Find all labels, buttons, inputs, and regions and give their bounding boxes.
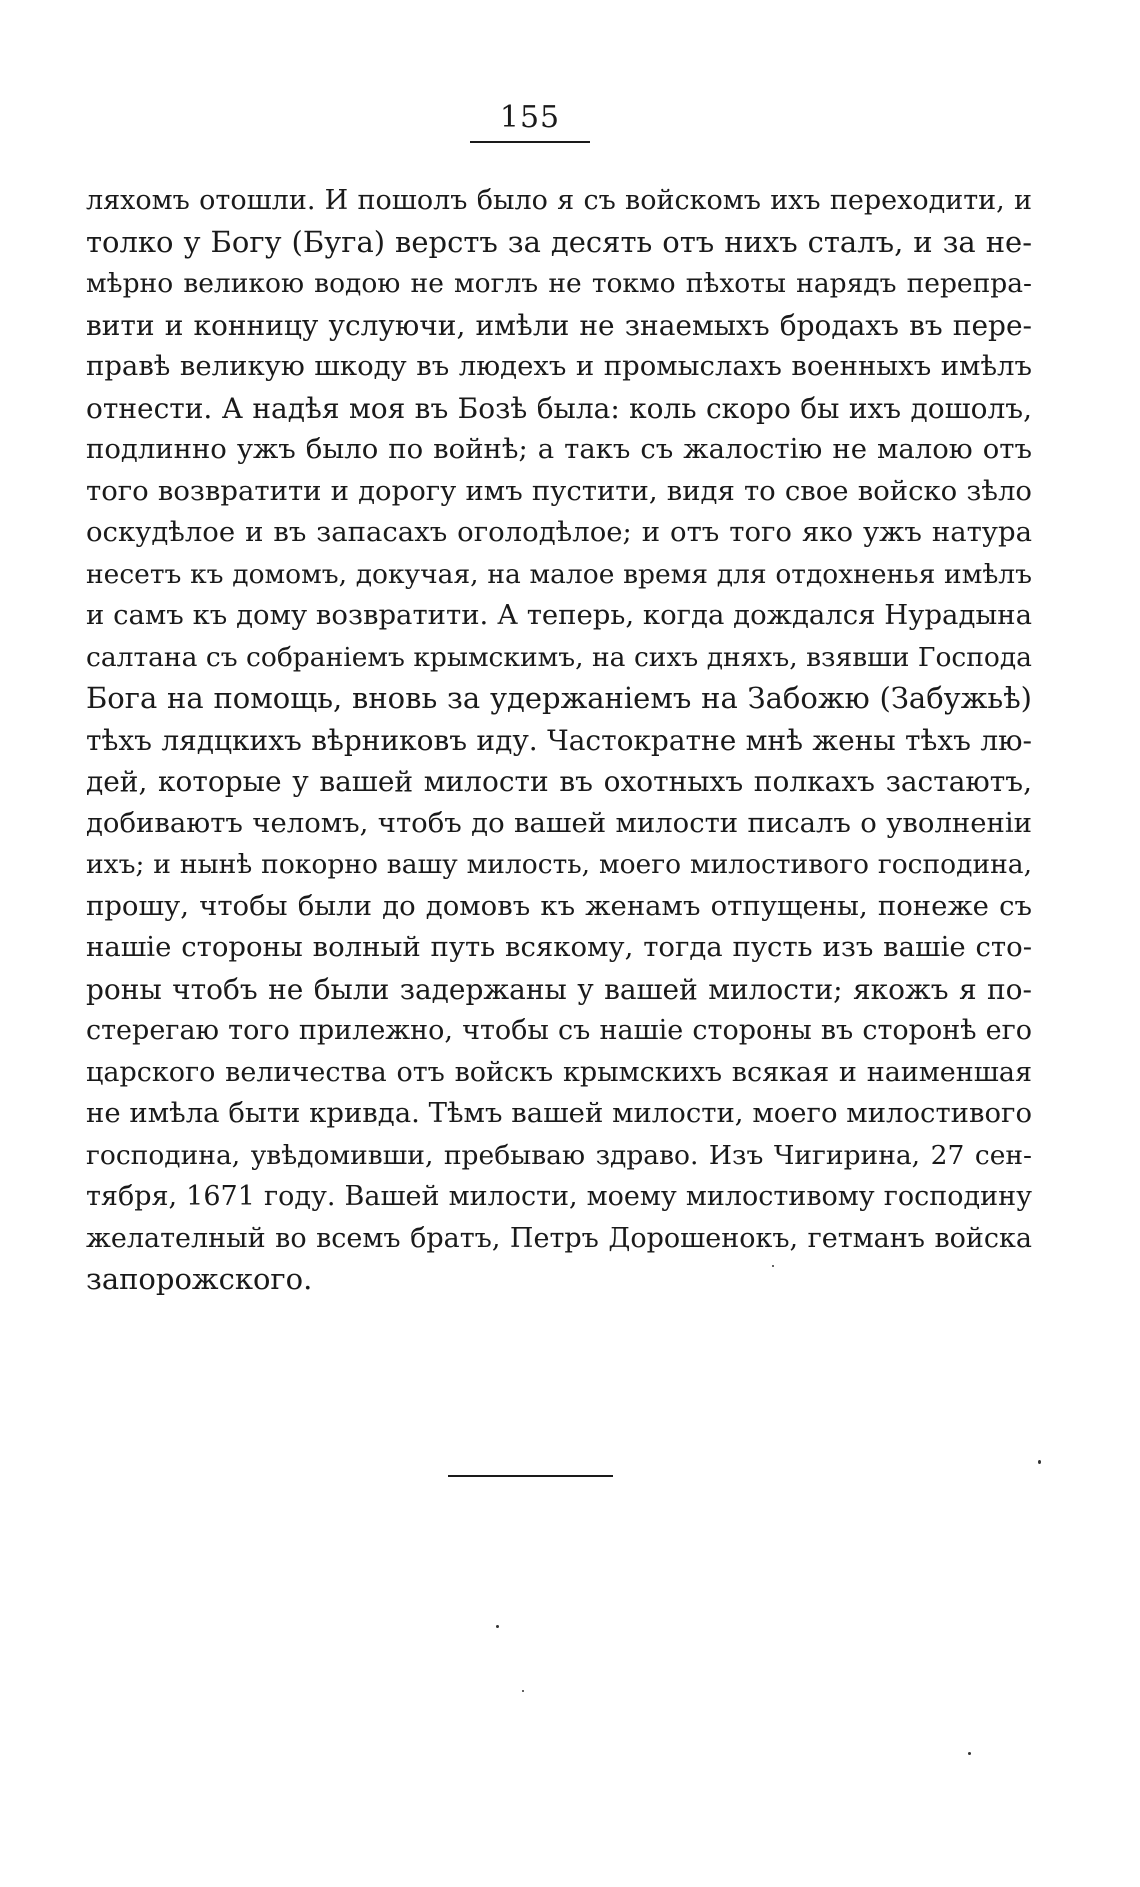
text-line: вити и конницу услуючи, имѣли не знаемыхъ бродахъ въ пере- bbox=[86, 308, 1032, 342]
scan-speck bbox=[496, 1625, 499, 1628]
scan-speck bbox=[1038, 1460, 1041, 1464]
text-line: Бога на помощь, вновь за удержаніемъ на Забожю (Забужьѣ) bbox=[86, 681, 1032, 715]
text-line: добиваютъ челомъ, чтобъ до вашей милости писалъ о уволненіи bbox=[86, 806, 1032, 839]
scan-speck bbox=[522, 1690, 524, 1692]
body-text bbox=[86, 180, 1032, 1301]
text-line: царского величества отъ войскъ крымскихъ всякая и наименшая bbox=[86, 1056, 1032, 1088]
text-line: ихъ; и нынѣ покорно вашу милость, моего милостивого господина, bbox=[86, 849, 1032, 880]
text-line: прошу, чтобы были до домовъ къ женамъ отпущены, понеже съ bbox=[86, 889, 1032, 922]
page-number-underline bbox=[470, 141, 590, 143]
text-line: стерегаю того прилежно, чтобы съ нашіе стороны въ сторонѣ его bbox=[86, 1015, 1032, 1046]
text-line: тября, 1671 году. Вашей милости, моему милостивому господину bbox=[86, 1181, 1032, 1212]
text-line: дей, которые у вашей милости въ охотныхъ полкахъ застаютъ, bbox=[86, 765, 1032, 798]
text-line: отнести. А надѣя моя въ Бозѣ была: коль скоро бы ихъ дошолъ, bbox=[86, 391, 1032, 425]
text-line: тѣхъ лядцкихъ вѣрниковъ иду. Частократне мнѣ жены тѣхъ лю- bbox=[86, 723, 1032, 757]
text-line: салтана съ собраніемъ крымскимъ, на сихъ дняхъ, взявши Господа bbox=[86, 641, 1032, 673]
text-line: того возвратити и дорогу имъ пустити, видя то свое войско зѣло bbox=[86, 474, 1032, 507]
text-line: ляхомъ отошли. И пошолъ было я съ войскомъ ихъ переходити, и bbox=[86, 185, 1032, 216]
text-line: толко у Богу (Буга) верстъ за десять отъ нихъ сталъ, и за не- bbox=[86, 224, 1032, 259]
text-line: и самъ къ дому возвратити. А теперь, когда дождался Нурадына bbox=[86, 599, 1032, 631]
text-line: несетъ къ домомъ, докучая, на малое время для отдохненья имѣлъ bbox=[86, 558, 1032, 590]
scan-speck bbox=[772, 1265, 774, 1267]
text-line: желателный во всемъ братъ, Петръ Дорошенокъ, гетманъ войска bbox=[86, 1222, 1032, 1254]
text-line: оскудѣлое и въ запасахъ оголодѣлое; и отъ того яко ужъ натура bbox=[86, 516, 1032, 548]
text-line: роны чтобъ не были задержаны у вашей милости; якожъ я по- bbox=[86, 972, 1032, 1006]
text-line: подлинно ужъ было по войнѣ; а такъ съ жалостію не малою отъ bbox=[86, 433, 1032, 465]
end-divider bbox=[448, 1475, 613, 1477]
text-line: мѣрно великою водою не моглъ не токмо пѣхоты нарядъ перепра- bbox=[86, 268, 1032, 299]
text-line: господина, увѣдомивши, пребываю здраво. Изъ Чигирина, 27 сен- bbox=[86, 1139, 1032, 1171]
page-number: 155 bbox=[499, 100, 561, 135]
text-line: не имѣла быти кривда. Тѣмъ вашей милости, моего милостивого bbox=[86, 1097, 1032, 1129]
text-line: правѣ великую шкоду въ людехъ и промыслахъ военныхъ имѣлъ bbox=[86, 350, 1032, 382]
text-line-last: запорожского. bbox=[86, 1262, 313, 1296]
text-line: нашіе стороны волный путь всякому, тогда пусть изъ вашіе сто- bbox=[86, 931, 1032, 963]
scan-speck bbox=[968, 1752, 971, 1755]
